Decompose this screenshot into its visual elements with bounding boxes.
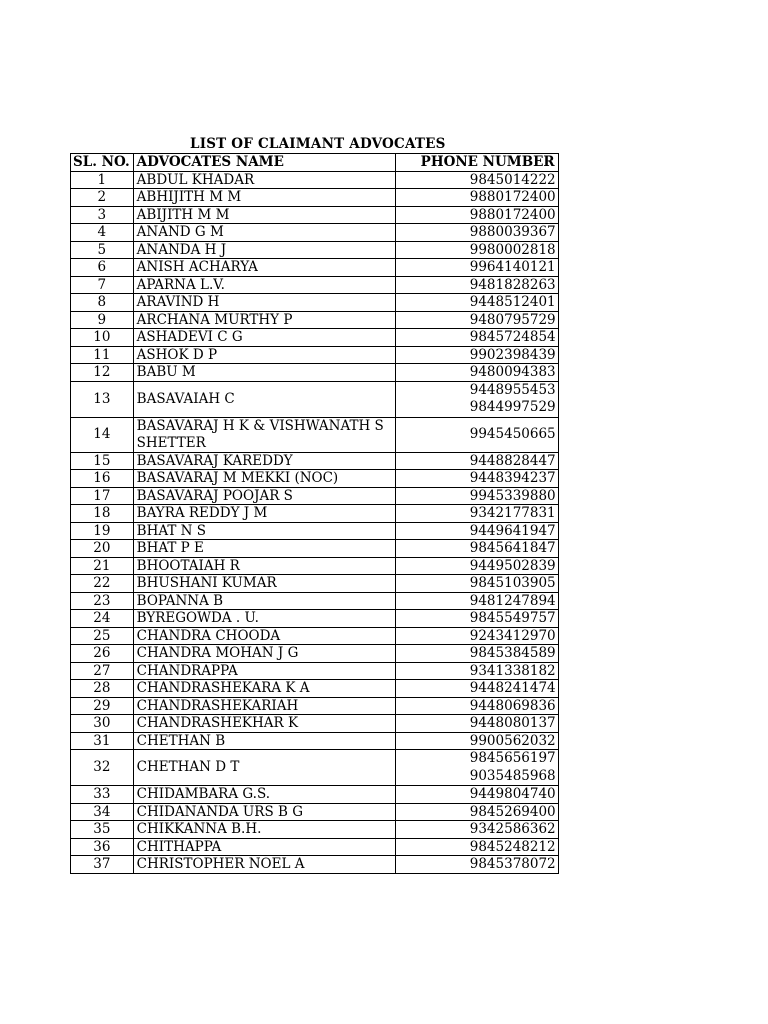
advocate-name-cell: BASAVARAJ KAREDDY: [133, 452, 395, 470]
phone-number: 9880172400: [469, 206, 556, 223]
phone-number-cell: [395, 557, 558, 575]
advocate-name-cell: BAYRA REDDY J M: [133, 505, 395, 523]
phone-number: 9448394237: [469, 470, 556, 486]
phone-number-cell: [395, 732, 558, 750]
table-row: [71, 206, 559, 224]
phone-number: 9845378072: [469, 856, 556, 872]
sl-no-cell: 12: [71, 364, 134, 382]
table-row: [71, 610, 559, 628]
sl-no-cell: 3: [71, 206, 134, 224]
sl-no-cell: 19: [71, 522, 134, 540]
phone-number: 9342586362: [469, 821, 556, 837]
phone-number-cell: [395, 364, 558, 382]
phone-number: 9448080137: [469, 715, 556, 731]
phone-number-cell: [395, 575, 558, 593]
phone-number-cell: [395, 715, 558, 733]
table-row: [71, 346, 559, 364]
phone-number: 9880172400: [469, 189, 556, 205]
advocate-name-cell: BASAVAIAH C: [133, 381, 395, 417]
table-row: [71, 171, 559, 189]
phone-number-cell: [395, 381, 558, 417]
phone-number-cell: [395, 417, 558, 452]
phone-number: 9243412970: [469, 627, 556, 644]
phone-number-cell: [395, 592, 558, 610]
table-row: [71, 224, 559, 242]
table-row: [71, 575, 559, 593]
phone-number-cell: [395, 189, 558, 207]
phone-number-cell: [395, 803, 558, 821]
phone-number-cell: [395, 346, 558, 364]
table-row: [71, 627, 559, 645]
phone-number-cell: [395, 680, 558, 698]
advocate-name-cell: ARCHANA MURTHY P: [133, 311, 395, 329]
phone-number-cell: [395, 540, 558, 558]
sl-no-cell: 17: [71, 487, 134, 505]
sl-no-cell: 26: [71, 645, 134, 663]
advocate-name-cell: CHANDRASHEKARA K A: [133, 680, 395, 698]
phone-number-cell: [395, 662, 558, 680]
phone-number: 9481247894: [469, 592, 556, 609]
header-sl-no: SL. NO.: [71, 154, 134, 172]
table-row: [71, 821, 559, 839]
phone-number: 9845656197: [469, 750, 556, 766]
sl-no-cell: 21: [71, 557, 134, 575]
sl-no-cell: 5: [71, 241, 134, 259]
sl-no-cell: 10: [71, 329, 134, 347]
sl-no-cell: 33: [71, 786, 134, 804]
sl-no-cell: 6: [71, 259, 134, 277]
advocate-name-cell: BABU M: [133, 364, 395, 382]
advocate-name-cell: CHIDAMBARA G.S.: [133, 786, 395, 804]
phone-number-cell: [395, 487, 558, 505]
phone-number-cell: [395, 224, 558, 242]
table-row: [71, 452, 559, 470]
advocate-name-cell: BASAVARAJ M MEKKI (NOC): [133, 470, 395, 488]
table-row: [71, 259, 559, 277]
advocate-name-cell: CHANDRAPPA: [133, 662, 395, 680]
phone-number: 9845549757: [469, 610, 556, 626]
phone-number-cell: [395, 821, 558, 839]
advocate-name-cell: CHANDRASHEKARIAH: [133, 697, 395, 715]
table-row: [71, 592, 559, 610]
phone-number-cell: [395, 786, 558, 804]
sl-no-cell: 36: [71, 838, 134, 856]
phone-number: 9845384589: [469, 645, 556, 661]
sl-no-cell: 32: [71, 750, 134, 786]
advocate-name-cell: CHITHAPPA: [133, 838, 395, 856]
phone-number: 9448828447: [469, 452, 556, 469]
advocate-name-cell: BHAT N S: [133, 522, 395, 540]
phone-number: 9880039367: [469, 224, 556, 240]
table-row: [71, 311, 559, 329]
phone-number: 9900562032: [469, 732, 556, 749]
sl-no-cell: 27: [71, 662, 134, 680]
advocate-name-cell: BHAT P E: [133, 540, 395, 558]
table-row: [71, 487, 559, 505]
phone-number: 9480795729: [469, 311, 556, 328]
phone-number-cell: [395, 627, 558, 645]
advocate-name-cell: ANANDA H J: [133, 241, 395, 259]
phone-number: 9845014222: [469, 171, 556, 188]
table-row: [71, 540, 559, 558]
advocate-name-cell: ASHADEVI C G: [133, 329, 395, 347]
phone-number-cell: [395, 838, 558, 856]
sl-no-cell: 18: [71, 505, 134, 523]
sl-no-cell: 24: [71, 610, 134, 628]
phone-number-cell: [395, 452, 558, 470]
table-row: [71, 364, 559, 382]
phone-number: 9448955453: [469, 381, 556, 398]
table-row: [71, 732, 559, 750]
phone-number-cell: [395, 259, 558, 277]
advocate-name-cell: BHUSHANI KUMAR: [133, 575, 395, 593]
sl-no-cell: 8: [71, 294, 134, 312]
sl-no-cell: 13: [71, 381, 134, 417]
table-row: [71, 470, 559, 488]
phone-number: 9945339880: [469, 487, 556, 504]
phone-number: 9448069836: [469, 697, 556, 714]
table-row: [71, 329, 559, 347]
sl-no-cell: 29: [71, 697, 134, 715]
advocate-name-cell: ABDUL KHADAR: [133, 171, 395, 189]
advocate-name-cell: CHANDRA CHOODA: [133, 627, 395, 645]
phone-number-cell: [395, 750, 558, 786]
table-row: [71, 750, 559, 786]
advocate-name-cell: ASHOK D P: [133, 346, 395, 364]
phone-number: 9980002818: [469, 241, 556, 258]
table-row: [71, 381, 559, 417]
phone-number: 9449641947: [469, 522, 556, 539]
phone-number: 9449502839: [469, 557, 556, 574]
phone-number: 9844997529: [469, 399, 556, 415]
advocate-name-cell: BASAVARAJ H K & VISHWANATH S SHETTER: [133, 417, 395, 452]
table-row: [71, 838, 559, 856]
phone-number-cell: [395, 311, 558, 329]
advocate-name-cell: CHIKKANNA B.H.: [133, 821, 395, 839]
phone-number: 9449804740: [469, 786, 556, 802]
table-row: [71, 417, 559, 452]
sl-no-cell: 4: [71, 224, 134, 242]
phone-number: 9964140121: [469, 259, 556, 275]
sl-no-cell: 14: [71, 417, 134, 452]
phone-number: 9448241474: [469, 680, 556, 696]
advocate-name-cell: ANISH ACHARYA: [133, 259, 395, 277]
phone-number: 9845269400: [469, 803, 556, 820]
phone-number: 9845641847: [469, 540, 556, 556]
table-row: [71, 662, 559, 680]
sl-no-cell: 9: [71, 311, 134, 329]
phone-number: 9945450665: [469, 426, 556, 443]
advocate-name-cell: CHANDRA MOHAN J G: [133, 645, 395, 663]
phone-number-cell: [395, 241, 558, 259]
sl-no-cell: 15: [71, 452, 134, 470]
advocate-name-cell: APARNA L.V.: [133, 276, 395, 294]
sl-no-cell: 23: [71, 592, 134, 610]
sl-no-cell: 35: [71, 821, 134, 839]
sl-no-cell: 7: [71, 276, 134, 294]
sl-no-cell: 22: [71, 575, 134, 593]
sl-no-cell: 37: [71, 856, 134, 874]
table-row: [71, 715, 559, 733]
advocate-name-cell: BOPANNA B: [133, 592, 395, 610]
phone-number: 9448512401: [469, 294, 556, 310]
advocate-name-cell: CHETHAN D T: [133, 750, 395, 786]
advocate-name-cell: CHETHAN B: [133, 732, 395, 750]
table-row: [71, 557, 559, 575]
advocate-name-cell: CHANDRASHEKHAR K: [133, 715, 395, 733]
table-row: [71, 786, 559, 804]
phone-number-cell: [395, 171, 558, 189]
table-row: [71, 505, 559, 523]
phone-number-cell: [395, 470, 558, 488]
phone-number-cell: [395, 505, 558, 523]
sl-no-cell: 11: [71, 346, 134, 364]
table-header-row: [71, 154, 559, 172]
table-row: [71, 856, 559, 874]
phone-number-cell: [395, 856, 558, 874]
phone-number: 9480094383: [469, 364, 556, 380]
phone-number: 9902398439: [469, 346, 556, 363]
table-row: [71, 697, 559, 715]
advocate-name-cell: ABIJITH M M: [133, 206, 395, 224]
table-row: [71, 522, 559, 540]
advocate-name-cell: BASAVARAJ POOJAR S: [133, 487, 395, 505]
table-row: [71, 294, 559, 312]
sl-no-cell: 2: [71, 189, 134, 207]
header-advocates-name: ADVOCATES NAME: [133, 154, 395, 172]
phone-number-cell: [395, 645, 558, 663]
table-row: [71, 276, 559, 294]
table-row: [71, 645, 559, 663]
table-row: [71, 189, 559, 207]
sl-no-cell: 20: [71, 540, 134, 558]
phone-number: 9845103905: [469, 575, 556, 591]
sl-no-cell: 31: [71, 732, 134, 750]
table-row: [71, 241, 559, 259]
phone-number: 9481828263: [469, 276, 556, 293]
advocate-name-cell: CHRISTOPHER NOEL A: [133, 856, 395, 874]
phone-number: 9845724854: [469, 329, 556, 345]
advocate-name-cell: BHOOTAIAH R: [133, 557, 395, 575]
phone-number: 9341338182: [469, 662, 556, 679]
advocate-name-cell: ANAND G M: [133, 224, 395, 242]
phone-number-cell: [395, 294, 558, 312]
advocate-name-cell: ARAVIND H: [133, 294, 395, 312]
advocates-table: [70, 153, 559, 874]
advocate-name-cell: ABHIJITH M M: [133, 189, 395, 207]
sl-no-cell: 1: [71, 171, 134, 189]
sl-no-cell: 25: [71, 627, 134, 645]
phone-number-cell: [395, 697, 558, 715]
header-phone-number: PHONE NUMBER: [395, 154, 558, 172]
sl-no-cell: 28: [71, 680, 134, 698]
sl-no-cell: 34: [71, 803, 134, 821]
phone-number: 9845248212: [469, 838, 556, 855]
phone-number-cell: [395, 206, 558, 224]
phone-number-cell: [395, 276, 558, 294]
advocate-name-cell: CHIDANANDA URS B G: [133, 803, 395, 821]
phone-number: 9342177831: [469, 505, 556, 521]
sl-no-cell: 16: [71, 470, 134, 488]
table-row: [71, 680, 559, 698]
phone-number-cell: [395, 329, 558, 347]
document-title: LIST OF CLAIMANT ADVOCATES: [190, 136, 446, 152]
table-row: [71, 803, 559, 821]
phone-number-cell: [395, 522, 558, 540]
phone-number-cell: [395, 610, 558, 628]
sl-no-cell: 30: [71, 715, 134, 733]
advocate-name-cell: BYREGOWDA . U.: [133, 610, 395, 628]
phone-number: 9035485968: [469, 767, 556, 784]
